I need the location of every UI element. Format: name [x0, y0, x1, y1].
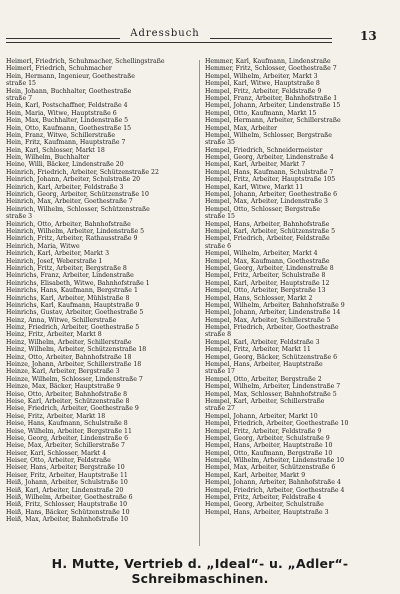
- directory-entry: Heinrichs, Hans, Kaufmann, Bergstraße 1: [6, 287, 138, 295]
- directory-entry: Heiß, Max, Arbeiter, Bahnhofstraße 10: [6, 516, 129, 524]
- directory-entry: Hempel, Karl, Arbeiter, Schillerstraße: [205, 397, 325, 405]
- directory-entry: straße 15: [205, 213, 235, 221]
- directory-entry: Heise, Max, Arbeiter, Schillerstraße 7: [6, 442, 125, 450]
- left-column: [6, 58, 196, 548]
- directory-entry: Hempel, Friedrich, Schneidermeister: [205, 146, 323, 154]
- directory-entry: Hempel, Georg, Arbeiter, Lindenstraße 4: [205, 154, 334, 162]
- directory-entry: Hempel, Georg, Arbeiter, Lindenstraße 8: [205, 264, 334, 272]
- directory-entry: Heinrich, Georg, Arbeiter, Schützenstraße 10: [6, 191, 149, 199]
- directory-entry: Heinrich, Karl, Arbeiter, Markt 3: [6, 250, 110, 258]
- directory-entry: straße 17: [205, 368, 235, 376]
- directory-entry: Hempel, Wilhelm, Arbeiter, Bahnhofstraße 9: [205, 301, 345, 309]
- directory-entry: Heinrichs, Gustav, Arbeiter, Goethestraße 5: [6, 309, 144, 317]
- directory-entry: Heiß, Karl, Arbeiter, Lindenstraße 20: [6, 486, 124, 494]
- directory-entry: Heise, Wilhelm, Arbeiter, Bergstraße 11: [6, 427, 132, 435]
- directory-entry: Hempel, Max, Arbeiter: [205, 124, 278, 132]
- directory-entry: Hempel, Hermann, Arbeiter, Schillerstraße: [205, 117, 341, 125]
- directory-entry: straße 3: [6, 213, 33, 221]
- directory-entry: Heiß, Fritz, Schlosser, Hauptstraße 10: [6, 501, 128, 509]
- directory-entry: Heinrichs, Elisabeth, Witwe, Bahnhofstraße 1: [6, 279, 150, 287]
- directory-entry: Heinrich, Fritz, Arbeiter, Rathausstraße 9: [6, 235, 138, 243]
- directory-entry: Hempel, Otto, Schlosser, Bergstraße: [205, 205, 321, 213]
- directory-entry: Heinrich, Karl, Arbeiter, Feldstraße 3: [6, 183, 124, 191]
- page-number: 13: [360, 29, 377, 43]
- directory-entry: Heinz, Wilhelm, Arbeiter, Schützenstraße 18: [6, 346, 147, 354]
- directory-entry: Hein, Max, Buchhalter, Lindenstraße 5: [6, 117, 129, 125]
- directory-entry: Heimerl, Friedrich, Schuhmacher: [6, 65, 112, 73]
- footer-advertisement: [0, 556, 400, 584]
- page-header: [0, 30, 400, 50]
- directory-entry: Hempel, Karl, Witwe, Hauptstraße 8: [205, 80, 320, 88]
- directory-entry: Hempel, Wilhelm, Arbeiter, Lindenstraße 10: [205, 457, 345, 465]
- directory-entry: Hein, Hermann, Ingenieur, Goethestraße: [6, 72, 135, 80]
- directory-entry: Heiß, Wilhelm, Arbeiter, Goethestraße 6: [6, 494, 133, 502]
- directory-entry: Heinz, Otto, Arbeiter, Bahnhofstraße 18: [6, 353, 132, 361]
- directory-entry: Hempel, Otto, Arbeiter, Bergstraße 2: [205, 375, 322, 383]
- directory-entry: Hempel, Johann, Arbeiter, Markt 10: [205, 412, 318, 420]
- header-label: Adressbuch: [120, 28, 210, 39]
- directory-entry: Hempel, Georg, Arbeiter, Schulstraße: [205, 501, 324, 509]
- directory-entry: Hein, Otto, Kaufmann, Goethestraße 15: [6, 124, 132, 132]
- directory-entry: Heinrich, Max, Arbeiter, Goethestraße 7: [6, 198, 133, 206]
- directory-entry: Heinrich, Maria, Witwe: [6, 242, 80, 250]
- directory-entry: Hempel, Johann, Arbeiter, Bahnhofstraße 4: [205, 479, 341, 487]
- directory-entry: Hempel, Max, Kaufmann, Goethestraße: [205, 257, 330, 265]
- directory-entry: straße 8: [205, 331, 232, 339]
- directory-entry: Hempel, Karl, Arbeiter, Schützenstraße 5: [205, 227, 336, 235]
- directory-entry: Heiß, Hans, Bäcker, Schützenstraße 10: [6, 508, 130, 516]
- directory-entry: Heinrichs, Franz, Arbeiter, Lindenstraße: [6, 272, 134, 280]
- directory-entry: Hempel, Otto, Kaufmann, Bergstraße 10: [205, 449, 333, 457]
- directory-entry: Hemmer, Karl, Kaufmann, Lindenstraße: [205, 58, 331, 65]
- directory-entry: Heise, Fritz, Arbeiter, Markt 18: [6, 412, 106, 420]
- directory-entry: Heiß, Johann, Arbeiter, Schulstraße 10: [6, 479, 128, 487]
- directory-entry: Hempel, Fritz, Arbeiter, Feldstraße 9: [205, 87, 322, 95]
- directory-entry: straße 7: [6, 94, 33, 102]
- directory-entry: Heinze, Wilhelm, Schlosser, Lindenstraße 7: [6, 375, 143, 383]
- directory-entry: Hein, Wilhelm, Buchhalter: [6, 154, 90, 162]
- directory-entry: Hempel, Fritz, Arbeiter, Feldstraße 9: [205, 427, 322, 435]
- directory-entry: Heiser, Karl, Schlosser, Markt 4: [6, 449, 107, 457]
- directory-entry: Heise, Friedrich, Arbeiter, Goethestraße 9: [6, 405, 139, 413]
- directory-entry: Heise, Hans, Kaufmann, Schulstraße 8: [6, 420, 128, 428]
- directory-entry: Heinrich, Josef, Weberstraße 1: [6, 257, 103, 265]
- directory-entry: Hempel, Hans, Arbeiter, Hauptstraße: [205, 361, 323, 369]
- directory-entry: Hempel, Johann, Arbeiter, Goethestraße 6: [205, 191, 338, 199]
- directory-entry: Heinz, Anna, Witwe, Schillerstraße: [6, 316, 117, 324]
- directory-entry: Hempel, Max, Arbeiter, Schillerstraße 5: [205, 316, 331, 324]
- directory-entry: Hemmer, Fritz, Schlosser, Goethestraße 7: [205, 65, 337, 73]
- directory-entry: Heimerl, Friedrich, Schuhmacher, Schellingstraße: [6, 58, 165, 65]
- directory-entry: Hempel, Hans, Arbeiter, Bahnhofstraße: [205, 220, 330, 228]
- directory-entry: Hempel, Wilhelm, Arbeiter, Lindenstraße 7: [205, 383, 341, 391]
- directory-entry: Heinz, Fritz, Arbeiter, Markt 8: [6, 331, 102, 339]
- directory-entry: Heiser, Hans, Arbeiter, Bergstraße 10: [6, 464, 125, 472]
- directory-entry: Hempel, Hans, Kaufmann, Schulstraße 7: [205, 168, 334, 176]
- directory-entry: Heinze, Max, Bäcker, Hauptstraße 9: [6, 383, 121, 391]
- directory-entry: Hein, Johann, Buchhalter, Goethestraße: [6, 87, 132, 95]
- advertisement-text: H. Mutte, Vertrieb d. „Ideal“- u. „Adler“-Schreibmaschinen.: [51, 556, 349, 586]
- directory-entry: Hempel, Hans, Schlosser, Markt 2: [205, 294, 313, 302]
- directory-entry: Hempel, Otto, Arbeiter, Bergstraße 13: [205, 287, 326, 295]
- directory-entry: Hempel, Johann, Arbeiter, Lindenstraße 15: [205, 102, 341, 110]
- directory-entry: Hempel, Max, Schlosser, Bahnhofstraße 5: [205, 390, 337, 398]
- directory-entry: Heise, Otto, Arbeiter, Bahnhofstraße 8: [6, 390, 128, 398]
- directory-entry: Hempel, Max, Arbeiter, Schützenstraße 6: [205, 464, 336, 472]
- directory-entry: Hempel, Wilhelm, Arbeiter, Markt 4: [205, 250, 318, 258]
- directory-entry: Heinze, Johann, Arbeiter, Schillerstraße 18: [6, 361, 142, 369]
- directory-entry: straße 15: [6, 80, 36, 88]
- directory-entry: Heinrich, Fritz, Arbeiter, Bergstraße 8: [6, 264, 127, 272]
- directory-entry: Heiser, Fritz, Arbeiter, Hauptstraße 11: [6, 471, 128, 479]
- directory-entry: Hempel, Friedrich, Arbeiter, Feldstraße: [205, 235, 330, 243]
- directory-entry: Hempel, Otto, Kaufmann, Markt 15: [205, 109, 317, 117]
- directory-entry: Hempel, Fritz, Arbeiter, Schulstraße 8: [205, 272, 326, 280]
- directory-entry: Hempel, Georg, Bäcker, Schützenstraße 6: [205, 353, 338, 361]
- directory-entry: Hein, Maria, Witwe, Hauptstraße 6: [6, 109, 117, 117]
- directory-entry: Heinz, Friedrich, Arbeiter, Goethestraße 5: [6, 324, 140, 332]
- directory-entry: Hein, Karl, Schlosser, Markt 18: [6, 146, 105, 154]
- directory-entry: Hempel, Friedrich, Arbeiter, Goethestraße: [205, 324, 339, 332]
- directory-entry: Hempel, Karl, Witwe, Markt 11: [205, 183, 304, 191]
- directory-entry: Hempel, Karl, Arbeiter, Hauptstraße 12: [205, 279, 330, 287]
- directory-entry: Hempel, Fritz, Arbeiter, Hauptstraße 105: [205, 176, 336, 184]
- directory-entry: Hempel, Friedrich, Arbeiter, Goethestraße 4: [205, 486, 345, 494]
- directory-entry: Hempel, Karl, Arbeiter, Markt 9: [205, 471, 306, 479]
- directory-entry: Hempel, Wilhelm, Arbeiter, Markt 3: [205, 72, 318, 80]
- directory-entry: Heinrichs, Karl, Kaufmann, Hauptstraße 9: [6, 301, 140, 309]
- directory-entry: Hempel, Johann, Arbeiter, Lindenstraße 14: [205, 309, 341, 317]
- directory-entry: Heinrich, Wilhelm, Arbeiter, Lindenstraße 5: [6, 227, 145, 235]
- directory-entry: Hempel, Hans, Arbeiter, Hauptstraße 3: [205, 508, 329, 516]
- directory-entry: Heinrich, Wilhelm, Schlosser, Schützenstraße: [6, 205, 150, 213]
- directory-entry: Hempel, Fritz, Arbeiter, Feldstraße 4: [205, 494, 322, 502]
- directory-entry: Heiser, Otto, Arbeiter, Feldstraße: [6, 457, 111, 465]
- directory-entry: Hempel, Friedrich, Arbeiter, Goethestraße 10: [205, 420, 349, 428]
- directory-entry: Hein, Franz, Witwe, Schillerstraße: [6, 131, 116, 139]
- directory-entry: Hempel, Karl, Arbeiter, Markt 7: [205, 161, 306, 169]
- directory-entry: Heinz, Wilhelm, Arbeiter, Schillerstraße: [6, 338, 132, 346]
- directory-entry: Heine, Willi, Bäcker, Lindenstraße 20: [6, 161, 124, 169]
- directory-entry: Hempel, Max, Arbeiter, Lindenstraße 3: [205, 198, 328, 206]
- directory-entry: straße 27: [205, 405, 235, 413]
- directory-entry: Heise, Karl, Arbeiter, Schützenstraße 8: [6, 397, 130, 405]
- directory-entry: Hempel, Fritz, Arbeiter, Markt 11: [205, 346, 311, 354]
- directory-entry: Heinrichs, Karl, Arbeiter, Mühlstraße 8: [6, 294, 130, 302]
- directory-entry: Hempel, Georg, Arbeiter, Schulstraße 9: [205, 434, 330, 442]
- directory-entry: Heinrich, Otto, Arbeiter, Bahnhofstraße: [6, 220, 131, 228]
- directory-entry: Hempel, Karl, Arbeiter, Feldstraße 3: [205, 338, 320, 346]
- directory-entry: Hempel, Hans, Arbeiter, Hauptstraße 10: [205, 442, 333, 450]
- right-column: [205, 58, 395, 548]
- directory-entry: Heinrich, Friedrich, Arbeiter, Schützenstraße 22: [6, 168, 159, 176]
- directory-entry: Hempel, Wilhelm, Schlosser, Bergstraße: [205, 131, 332, 139]
- directory-entry: straße 6: [205, 242, 232, 250]
- directory-entry: Heinrich, Johann, Arbeiter, Schulstraße 20: [6, 176, 141, 184]
- directory-entry: Hein, Karl, Postschaffner, Feldstraße 4: [6, 102, 128, 110]
- directory-entry: Hempel, Franz, Arbeiter, Bahnhofstraße 1: [205, 94, 338, 102]
- directory-entry: Heinze, Karl, Arbeiter, Bergstraße 3: [6, 368, 120, 376]
- directory-entry: Hein, Fritz, Kaufmann, Hauptstraße 7: [6, 139, 126, 147]
- column-divider: [199, 60, 200, 546]
- directory-entry: Heise, Georg, Arbeiter, Lindenstraße 6: [6, 434, 129, 442]
- directory-entry: straße 35: [205, 139, 235, 147]
